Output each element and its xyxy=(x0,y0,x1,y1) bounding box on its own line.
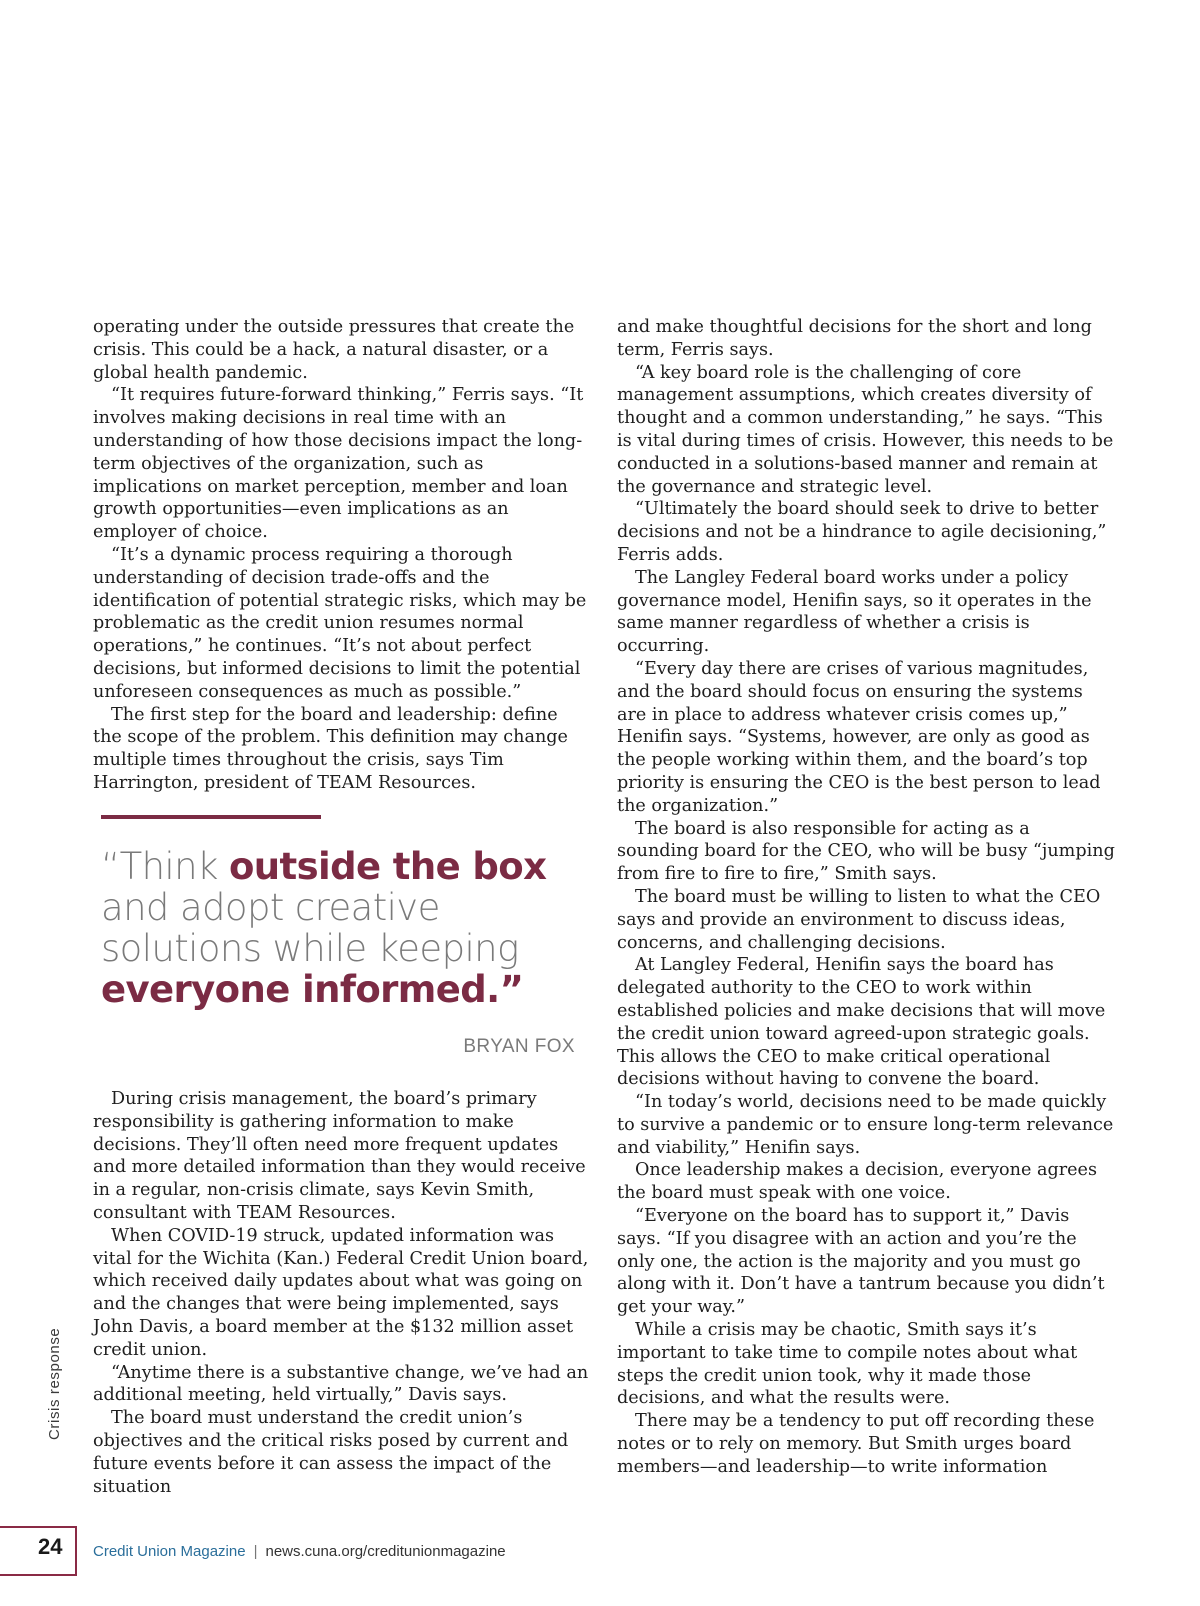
footer xyxy=(93,1543,506,1560)
left-column-bottom xyxy=(93,1088,591,1498)
paragraph: There may be a tendency to put off recording these notes or to rely on memory. But Smith urges board members—and leadership—to write information xyxy=(617,1411,1095,1477)
page-number: 24 xyxy=(38,1534,63,1559)
paragraph: When COVID-19 struck, updated information was vital for the Wichita (Kan.) Federal Credit Union board, which received daily updates about what was going on and the changes that were being implemented, says John Davis, a board member at the $132 million asset credit union. xyxy=(93,1225,589,1360)
section-label: Crisis response xyxy=(46,1327,63,1440)
paragraph: The board must be willing to listen to what the CEO says and provide an environment to discuss ideas, concerns, and challenging decisions. xyxy=(617,886,1101,953)
magazine-url[interactable]: news.cuna.org/creditunionmagazine xyxy=(265,1543,506,1560)
paragraph: During crisis management, the board’s primary responsibility is gathering information to make decisions. They’ll often need more frequent updates and more detailed information than they would receive in a regular, non-crisis climate, says Kevin Smith, consultant with TEAM Resources. xyxy=(93,1089,586,1223)
paragraph: Once leadership makes a decision, everyone agrees the board must speak with one voice. xyxy=(617,1160,1097,1204)
paragraph: “Anytime there is a substantive change, we’ve had an additional meeting, held virtually,” Davis says. xyxy=(93,1362,589,1406)
paragraph: operating under the outside pressures that create the crisis. This could be a hack, a natural disaster, or a global health pandemic. xyxy=(93,317,575,383)
paragraph: “It requires future-forward thinking,” Ferris says. “It involves making decisions in real time with an understanding of how those decisions impact the long-term objectives of the organization, such as implications on market perception, member and loan growth opportunities—even implications as an employer of choice. xyxy=(93,385,584,543)
left-column-top xyxy=(93,316,591,795)
pull-quote-highlight: everyone informed.” xyxy=(101,968,524,1011)
paragraph: “Every day there are crises of various magnitudes, and the board should focus on ensuring the systems are in place to address whatever crisis comes up,” Henifin says. “Systems, however, are only as good as the people working within them, and the board’s top priority is ensuring the CEO is the best person to lead the organization.” xyxy=(617,658,1101,816)
pull-quote-rule xyxy=(101,815,321,819)
pull-quote-open: “Think xyxy=(101,845,229,888)
paragraph: “Ultimately the board should seek to drive to better decisions and not be a hindrance to agile decisioning,” Ferris adds. xyxy=(617,499,1107,565)
pull-quote xyxy=(101,846,561,1010)
paragraph: “In today’s world, decisions need to be made quickly to survive a pandemic or to ensure long-term relevance and viability,” Henifin says. xyxy=(617,1092,1114,1158)
paragraph: “It’s a dynamic process requiring a thorough understanding of decision trade-offs and the identification of potential strategic risks, which may be problematic as the credit union resumes normal operations,” he continues. “It’s not about perfect decisions, but informed decisions to limit the potential unforeseen consequences as much as possible.” xyxy=(93,544,587,702)
paragraph: The board is also responsible for acting as a sounding board for the CEO, who will be busy “jumping from fire to fire to fire,” Smith says. xyxy=(617,818,1115,885)
paragraph: At Langley Federal, Henifin says the board has delegated authority to the CEO to work within established policies and make decisions that will move the credit union toward agreed-upon strategic goals. This allows the CEO to make critical operational decisions without having to convene the board. xyxy=(617,955,1106,1090)
right-column xyxy=(617,316,1115,1479)
paragraph: The first step for the board and leadership: define the scope of the problem. This definition may change multiple times throughout the crisis, says Tim Harrington, president of TEAM Resources. xyxy=(93,704,568,793)
paragraph: The Langley Federal board works under a policy governance model, Henifin says, so it operates in the same manner regardless of whether a crisis is occurring. xyxy=(617,567,1092,657)
paragraph: The board must understand the credit union’s objectives and the critical risks posed by current and future events before it can assess the impact of the situation xyxy=(93,1408,569,1497)
paragraph: and make thoughtful decisions for the short and long term, Ferris says. xyxy=(617,317,1092,360)
pull-quote-middle: and adopt creative solutions while keeping xyxy=(101,886,519,970)
footer-separator: | xyxy=(253,1543,258,1560)
magazine-name: Credit Union Magazine xyxy=(93,1543,246,1560)
paragraph: “A key board role is the challenging of core management assumptions, which creates diversity of thought and a common understanding,” he says. “This is vital during times of crisis. However, this needs to be conducted in a solutions-based manner and remain at the governance and strategic level. xyxy=(617,362,1114,497)
pull-quote-attribution: BRYAN FOX xyxy=(463,1036,575,1057)
paragraph: “Everyone on the board has to support it,” Davis says. “If you disagree with an action and you’re the only one, the action is the majority and you must go along with it. Don’t have a tantrum because you didn’t get your way.” xyxy=(617,1206,1105,1318)
paragraph: While a crisis may be chaotic, Smith says it’s important to take time to compile notes about what steps the credit union took, why it made those decisions, and what the results were. xyxy=(617,1320,1078,1409)
pull-quote-highlight: outside the box xyxy=(228,845,547,888)
